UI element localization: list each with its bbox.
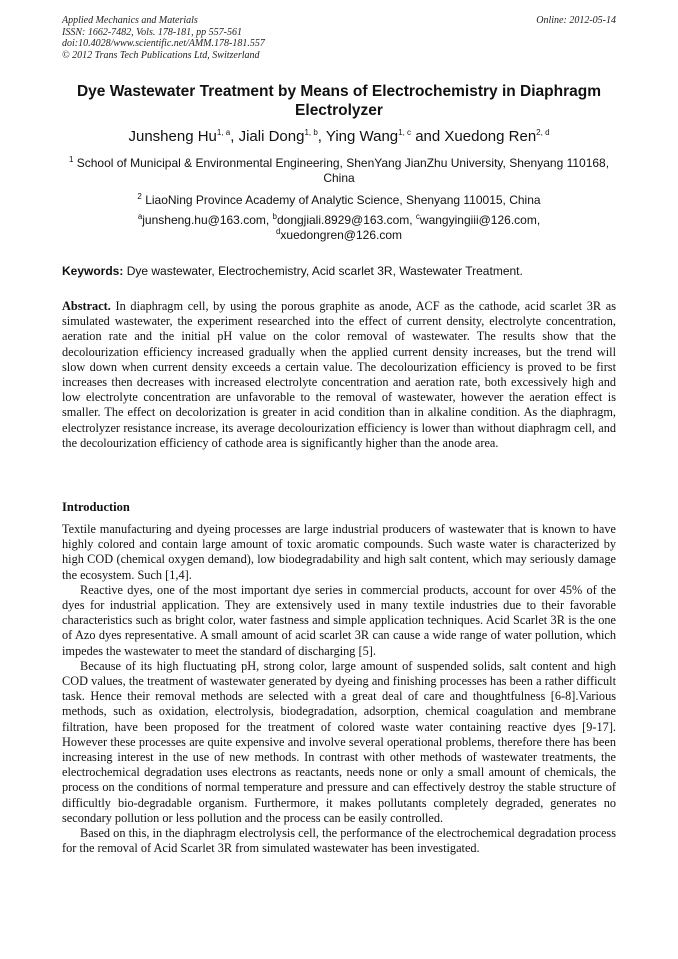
paragraph: Because of its high fluctuating pH, strong color, large amount of suspended solids, salt content and high COD values, the treatment of wastewater generated by dyeing and finishing processes has been a rather difficult task. Hence their removal methods are selected with a great deal of care and thoughtfulness [6-8].Various methods, such as oxidation, electrolysis, biodegradation, adsorption, chemical coagulation and membrane filtration, have been proposed for the treatment of colored waste water containing reactive dyes [9-17]. However these processes are quite expensive and involve several operational problems, therefore there has been increasing interest in the use of new methods. In contrast with other methods of wastewater treatments, the electrochemical degradation uses electrons as reactants, needs none or only a small amount of chemicals, the process on the conditions of normal temperature and pressure and can effectively destroy the stable structure of difficultly bio-degradable organism. Furthermore, it makes pollutants completely degraded, generates no secondary pollution or less pollution and the process can be easily controlled. bbox=[62, 658, 616, 825]
email-address: junsheng.hu@163.com, bbox=[142, 213, 273, 227]
affiliation-mark: 1 bbox=[68, 155, 74, 164]
email-list bbox=[62, 213, 616, 243]
author-name: Xuedong Ren bbox=[444, 128, 537, 145]
email-address: xuedongren@126.com bbox=[280, 228, 403, 242]
affiliation-mark: 2 bbox=[137, 192, 142, 201]
author-name: Ying Wang bbox=[325, 128, 399, 145]
author-list bbox=[62, 128, 616, 146]
abstract-text: In diaphragm cell, by using the porous graphite as anode, ACF as the cathode, acid scarlet 3R as simulated wastewater, the experiment researched into the effect of current density, electrolyte concentration, aeration rate and the initial pH value on the color removal of wastewater. The results show that the decolourization efficiency increased gradually when the applied current density increases, but the trend will slow down when current density exceeds a certain value. The decolourization efficiency is proved to be first increases then decreases with increased electrolyte concentration and aeration rate, both excessively high and low electrolyte concentration are unfavorable to the removal of wastewater, however the aeration effect is smaller. The effect on decolorization is greater in acid condition than in alkaline condition. As the diaphragm, electrolyzer resistance increase, its average decolourization efficiency is lower than without diaphragm cell, and the decolourization efficiency of cathode area is significantly higher than the anode area. bbox=[62, 299, 616, 450]
issn-line: ISSN: 1662-7482, Vols. 178-181, pp 557-561 bbox=[62, 26, 242, 38]
keywords-text: Dye wastewater, Electrochemistry, Acid scarlet 3R, Wastewater Treatment. bbox=[123, 264, 523, 278]
author-separator: , bbox=[230, 128, 239, 145]
affiliation-1 bbox=[62, 156, 616, 186]
email-mark: c bbox=[415, 212, 420, 221]
abstract-label: Abstract. bbox=[62, 299, 111, 313]
author-separator: and bbox=[411, 128, 445, 145]
affiliation-2 bbox=[62, 193, 616, 208]
email-address: dongjiali.8929@163.com, bbox=[276, 213, 416, 227]
author-name: Jiali Dong bbox=[238, 128, 305, 145]
doi-line: doi:10.4028/www.scientific.net/AMM.178-181.557 bbox=[62, 38, 265, 49]
email-address: wangyingiii@126.com, bbox=[419, 213, 541, 227]
journal-header bbox=[62, 15, 616, 61]
email-mark: d bbox=[275, 227, 281, 236]
online-date: Online: 2012-05-14 bbox=[536, 15, 616, 26]
keywords-label: Keywords: bbox=[62, 264, 124, 278]
email-mark: a bbox=[137, 212, 143, 221]
abstract bbox=[62, 299, 616, 451]
journal-name: Applied Mechanics and Materials bbox=[62, 15, 198, 26]
paper-title: Dye Wastewater Treatment by Means of Electrochemistry in Diaphragm Electrolyzer bbox=[76, 83, 601, 119]
introduction-body bbox=[62, 522, 616, 856]
paragraph: Reactive dyes, one of the most important dye series in commercial products, account for over 45% of the dyes for industrial application. They are extensively used in many textile industries due to their favorable characteristics such as bright color, water fastness and simple application techniques. Acid Scarlet 3R is the one of Azo dyes representative. A small amount of acid scarlet 3R can cause a wide range of water pollution, which impedes the wastewater to meet the standard of discharging [5]. bbox=[62, 582, 616, 658]
paragraph: Textile manufacturing and dyeing processes are large industrial producers of wastewater that is known to have highly colored and contain large amount of toxic aromatic compounds. Such waste water is characterized by high COD (chemical oxygen demand), low biodegradability and high salt content, which may seriously damage the ecosystem. Such [1,4]. bbox=[62, 522, 616, 582]
copyright-line: © 2012 Trans Tech Publications Ltd, Switzerland bbox=[62, 49, 260, 61]
email-mark: b bbox=[272, 212, 277, 221]
author-affiliation-mark: 2, d bbox=[536, 128, 550, 137]
author-name: Junsheng Hu bbox=[128, 128, 217, 145]
paragraph: Based on this, in the diaphragm electrolysis cell, the performance of the electrochemical degradation process for the removal of Acid Scarlet 3R from simulated wastewater has been investigated. bbox=[62, 826, 616, 856]
section-heading-introduction: Introduction bbox=[62, 500, 130, 514]
author-affiliation-mark: 1, b bbox=[304, 128, 318, 137]
author-separator: , bbox=[317, 128, 326, 145]
affiliation-text: LiaoNing Province Academy of Analytic Science, Shenyang 110015, China bbox=[145, 193, 541, 207]
author-affiliation-mark: 1, c bbox=[398, 128, 412, 137]
affiliation-text: School of Municipal & Environmental Engineering, ShenYang JianZhu University, Shenyang 110168, China bbox=[76, 156, 610, 185]
author-affiliation-mark: 1, a bbox=[216, 128, 231, 137]
keywords bbox=[62, 264, 616, 279]
